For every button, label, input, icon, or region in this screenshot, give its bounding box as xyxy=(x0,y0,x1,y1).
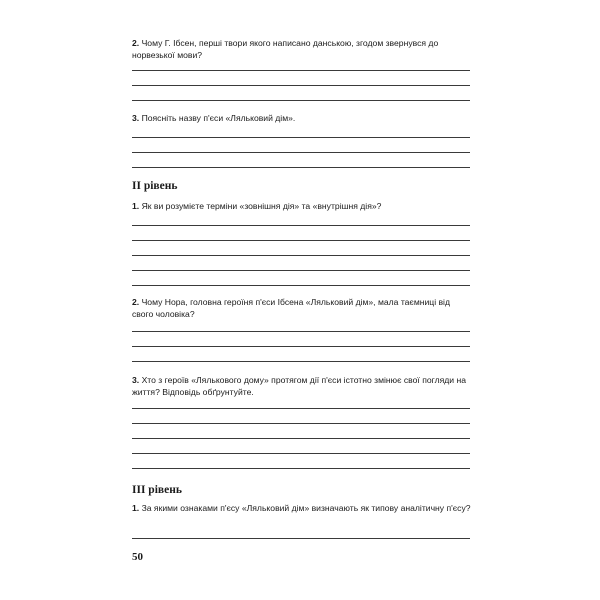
question-l1-3 xyxy=(132,113,472,125)
question-text: Як ви розумієте терміни «зовнішня дія» та «внутрішня дія»? xyxy=(141,201,382,211)
question-text: Чому Г. Ібсен, перші твори якого написано данською, згодом звернувся до норвезької мови? xyxy=(132,38,439,60)
answer-line xyxy=(132,270,470,271)
level-heading-2: ІІ рівень xyxy=(132,180,178,192)
question-number: 2. xyxy=(132,38,140,48)
answer-line xyxy=(132,346,470,347)
question-number: 2. xyxy=(132,297,140,307)
question-l3-1 xyxy=(132,503,472,515)
level-heading-3: ІІІ рівень xyxy=(132,484,182,496)
answer-line xyxy=(132,137,470,138)
answer-line xyxy=(132,423,470,424)
answer-line xyxy=(132,285,470,286)
answer-line xyxy=(132,255,470,256)
question-number: 1. xyxy=(132,503,140,513)
question-number: 3. xyxy=(132,375,140,385)
answer-line xyxy=(132,361,470,362)
question-l1-2 xyxy=(132,38,472,61)
answer-line xyxy=(132,240,470,241)
page-number: 50 xyxy=(132,551,143,563)
question-l2-1 xyxy=(132,201,472,213)
question-text: Поясніть назву п'єси «Ляльковий дім». xyxy=(141,113,296,123)
answer-line xyxy=(132,70,470,71)
answer-line xyxy=(132,453,470,454)
question-text: За якими ознаками п'єсу «Ляльковий дім» визначають як типову аналітичну п'єсу? xyxy=(141,503,471,513)
answer-line xyxy=(132,100,470,101)
question-text: Чому Нора, головна героїня п'єси Ібсена «Ляльковий дім», мала таємниці від свого чоловіка? xyxy=(132,297,450,319)
question-number: 3. xyxy=(132,113,140,123)
answer-line xyxy=(132,152,470,153)
answer-line xyxy=(132,408,470,409)
answer-line xyxy=(132,167,470,168)
answer-line xyxy=(132,85,470,86)
question-l2-3 xyxy=(132,375,472,398)
answer-line xyxy=(132,538,470,539)
question-number: 1. xyxy=(132,201,140,211)
question-text: Хто з героїв «Лялькового дому» протягом дії п'єси істотно змінює свої погляди на життя? Відповідь обґрунтуйте. xyxy=(132,375,466,397)
answer-line xyxy=(132,468,470,469)
answer-line xyxy=(132,225,470,226)
answer-line xyxy=(132,331,470,332)
question-l2-2 xyxy=(132,297,472,320)
answer-line xyxy=(132,438,470,439)
